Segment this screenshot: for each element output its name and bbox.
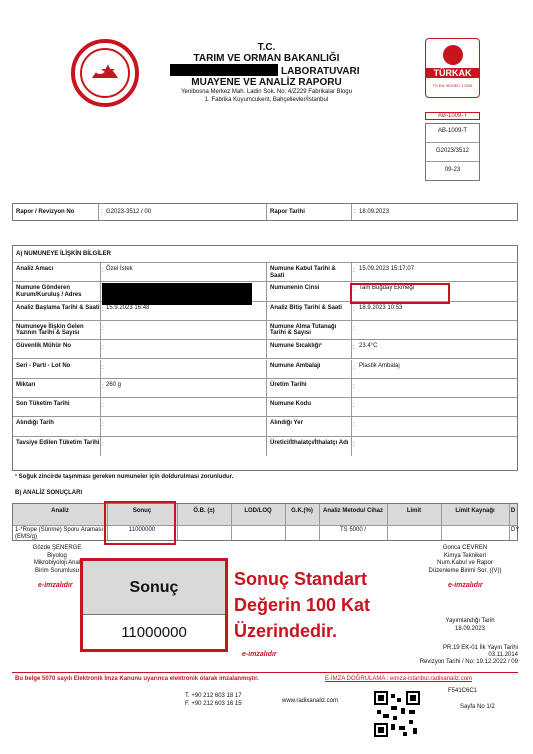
- publish-info: [420, 618, 520, 633]
- results-header-cell: Sonuç: [132, 508, 152, 514]
- form-line-2: 03.11.2014: [488, 652, 518, 658]
- right-signer: [410, 545, 520, 575]
- footer-page: Sayfa No 1/2: [460, 704, 495, 710]
- info-label: Numune Kabul Tarihi & Saati: [270, 266, 336, 279]
- header-ministry: TARIM VE ORMAN BAKANLIĞI: [193, 53, 340, 64]
- left-e-sign: e-imzalıdır: [38, 582, 73, 589]
- left-signer-role-2: Birim Sorumlusu: [34, 567, 79, 574]
- info-value: Plastik Ambalaj: [359, 362, 400, 369]
- header-report-title: MUAYENE VE ANALİZ RAPORU: [191, 77, 342, 88]
- section-a-footnote: ¹ Soğuk zincirde taşınması gereken numuneler için doldurulması zorunludur.: [15, 474, 234, 480]
- info-label: Numune Alma Tutanağı Tarihi & Sayısı: [270, 323, 337, 337]
- results-cell: 11000000: [128, 527, 156, 533]
- info-value: 15.9.2023 16:48: [106, 304, 150, 311]
- side-code-1: AB-1009-T: [437, 128, 467, 134]
- turkak-side-codes: [425, 123, 480, 181]
- footer-web[interactable]: www.radixanaliz.com: [282, 698, 339, 704]
- turkak-standard: TS EN ISO/IEC 17025: [432, 83, 473, 88]
- info-row: Analiz Amacı Özel İstek Numune Kabul Tarihi & Saati 15.09.2023 15:17:07 : :: [13, 263, 517, 282]
- header-address-2: 1. Fabrika Kuyumcukent, Bahçelievler/İstanbul: [204, 97, 329, 103]
- info-value: Özel İstek: [106, 266, 133, 272]
- results-header-cell: LOD/LOQ: [244, 508, 272, 514]
- callout-note-line-1: Sonuç Standart: [234, 569, 368, 589]
- results-cell: DY: [511, 527, 520, 533]
- highlight-sample-type: [350, 283, 450, 304]
- turkak-logo: [425, 38, 480, 98]
- info-row: Miktarı 260 g Üretim Tarihi : :: [13, 379, 517, 398]
- info-row: Son Tüketim Tarihi Numune Kodu : :: [13, 398, 517, 417]
- publish-label: Yayımlandığı Tarih: [445, 618, 495, 624]
- info-label: Numune Kodu: [270, 401, 311, 408]
- info-label: Üretim Tarihi: [270, 381, 307, 388]
- info-label: Analiz Başlama Tarihi & Saati: [16, 304, 100, 311]
- info-label: Numune Ambalajı: [270, 362, 321, 369]
- results-header-cell: Ö.B. (±): [193, 508, 215, 514]
- verify-link[interactable]: E-İMZA DOĞRULAMA : eimza-istanbul.radixanaliz.com: [325, 676, 473, 682]
- footer-phone: T. +90 212 603 18 17: [185, 693, 242, 699]
- form-info: [400, 645, 518, 666]
- info-label: Numune Gönderen Kurum/Kuruluş / Adres: [16, 285, 82, 298]
- info-row: Güvenlik Mühür No Numune Sıcaklığı¹ 23.4°C : :: [13, 340, 517, 359]
- side-code-2: G2023/3512: [435, 148, 470, 154]
- header-address-1: Yenibosna Merkez Mah. Ladin Sok. No: 4/Z229 Fabrikalar Blogu: [181, 89, 352, 95]
- info-label: Seri - Parti - Lot No: [16, 362, 71, 369]
- footer-contact: [185, 692, 242, 708]
- results-header-cell: Analiz: [51, 508, 69, 514]
- info-label: Analiz Bitiş Tarihi & Saati: [270, 304, 342, 311]
- publish-date: 18.09.2023: [454, 625, 486, 632]
- info-value: 18.9.2023 10:53: [359, 304, 403, 311]
- left-signer-role-1: Mikrobiyoloji Anal: [33, 560, 81, 566]
- section-b-title: B) ANALİZ SONUÇLARI: [15, 490, 83, 496]
- footer-code: F541C6C1: [448, 688, 478, 694]
- side-code-3: 09-23: [444, 167, 461, 173]
- callout-label: Sonuç: [83, 561, 225, 615]
- turkak-emblem-icon: [443, 45, 463, 65]
- info-value: 260 g: [106, 381, 122, 388]
- right-signer-role-2: Düzenleme Birimi Sor. ((V)): [428, 567, 502, 574]
- info-row: Alındığı Tarih Alındığı Yer : :: [13, 417, 517, 436]
- callout-note-line-2: Değerin 100 Kat: [234, 595, 371, 615]
- results-header-cell: Limit Kaynağı: [455, 508, 495, 514]
- info-label: Alındığı Yer: [270, 420, 303, 427]
- info-row: Tavsiye Edilen Tüketim Tarihi Üretici/İthalatçı/İthalatçı Adı : :: [13, 437, 517, 456]
- report-row: Rapor / Revizyon No : G2023-3512 / 00 Rapor Tarihi : 18.09.2023: [12, 203, 518, 221]
- middle-e-sign: e-imzalıdır: [242, 651, 277, 658]
- info-label: Üretici/İthalatçı/İthalatçı Adı: [270, 439, 349, 446]
- results-header-cell: Limit: [406, 508, 422, 514]
- info-value: Tam Buğday Ekmeği: [359, 285, 415, 292]
- info-label: Son Tüketim Tarihi: [16, 401, 70, 408]
- header-tc: T.C.: [257, 42, 276, 53]
- section-a-title: A) NUMUNEYE İLİŞKİN BİLGİLER: [16, 251, 112, 257]
- report-no-label: Rapor / Revizyon No: [16, 209, 75, 215]
- qr-code-icon: [373, 690, 421, 738]
- info-label: Analiz Amacı: [16, 266, 54, 272]
- turkak-code: AB-1009-T: [425, 112, 480, 120]
- callout-note: [234, 566, 370, 644]
- result-callout: [80, 558, 228, 652]
- info-label: Miktarı: [16, 381, 36, 388]
- report-date-value: 18.09.2023: [359, 209, 390, 215]
- highlight-result-column: [104, 501, 176, 545]
- report-date-label: Rapor Tarihi: [270, 209, 305, 215]
- redacted-lab-name: [170, 64, 278, 76]
- header-lab: LABORATUVARI: [281, 66, 360, 77]
- right-e-sign: e-imzalıdır: [448, 582, 483, 589]
- callout-note-line-3: Üzerindedir.: [234, 621, 338, 641]
- callout-value: 11000000: [121, 623, 187, 641]
- info-value: 15.09.2023 15:17:07: [359, 266, 415, 272]
- info-row: Analiz Başlama Tarihi & Saati 15.9.2023 16:48 Analiz Bitiş Tarihi & Saati 18.9.2023 10:53 : :: [13, 302, 517, 321]
- results-header-cell: D: [510, 508, 516, 514]
- right-signer-name: Gonca CEVREN: [442, 545, 488, 551]
- report-no-value: G2023-3512 / 00: [106, 209, 152, 215]
- section-a-table: [12, 245, 518, 471]
- footer-fax: F. +90 212 603 16 15: [185, 701, 242, 707]
- info-value: 23.4°C: [359, 343, 378, 350]
- results-header-cell: Analiz Metodu/ Cihaz: [323, 508, 383, 514]
- info-row: Numune Gönderen Kurum/Kuruluş / Adres Numunenin Cinsi Tam Buğday Ekmeği :: [13, 282, 517, 301]
- form-line-1: PR.19 EK-01 İlk Yayın Tarihi: [442, 645, 518, 651]
- results-cell: 1-*Rope (Sünme) Sporu Araması (EMS/g): [15, 527, 104, 540]
- info-label: Tavsiye Edilen Tüketim Tarihi: [16, 439, 100, 446]
- info-label: Alındığı Tarih: [16, 420, 54, 427]
- results-cell: TS 5000 /: [339, 527, 366, 533]
- info-label: Güvenlik Mühür No: [16, 343, 72, 350]
- turkak-brand: TÜRKAK: [426, 68, 479, 78]
- right-signer-title: Kimya Teknikeri: [444, 552, 486, 559]
- info-label: Numunenin Cinsi: [270, 285, 320, 292]
- results-header-cell: G.K.(%): [291, 508, 313, 514]
- info-row: Numuneye İlişkin Gelen Yazının Tarihi & Sayısı Numune Alma Tutanağı Tarihi & Sayısı : :: [13, 321, 517, 340]
- redacted-sender: [102, 283, 252, 305]
- results-table: [12, 503, 518, 541]
- law-text: Bu belge 5070 sayılı Elektronik İmza Kanunu uyarınca elektronik olarak imzalanmıştır.: [15, 676, 259, 682]
- info-row: Seri - Parti - Lot No Numune Ambalajı Plastik Ambalaj : :: [13, 360, 517, 379]
- left-signer-title: Biyolog: [47, 552, 67, 559]
- revision-line: Revizyon Tarihi / No: 19.12.2022 / 09: [419, 659, 518, 665]
- left-signer-name: Gözde ŞENERGE: [32, 545, 82, 551]
- info-label: Numuneye İlişkin Gelen Yazının Tarihi & Sayısı: [16, 323, 84, 337]
- right-signer-role-1: Num.Kabul ve Rapor: [437, 560, 493, 566]
- info-label: Numune Sıcaklığı¹: [270, 343, 323, 350]
